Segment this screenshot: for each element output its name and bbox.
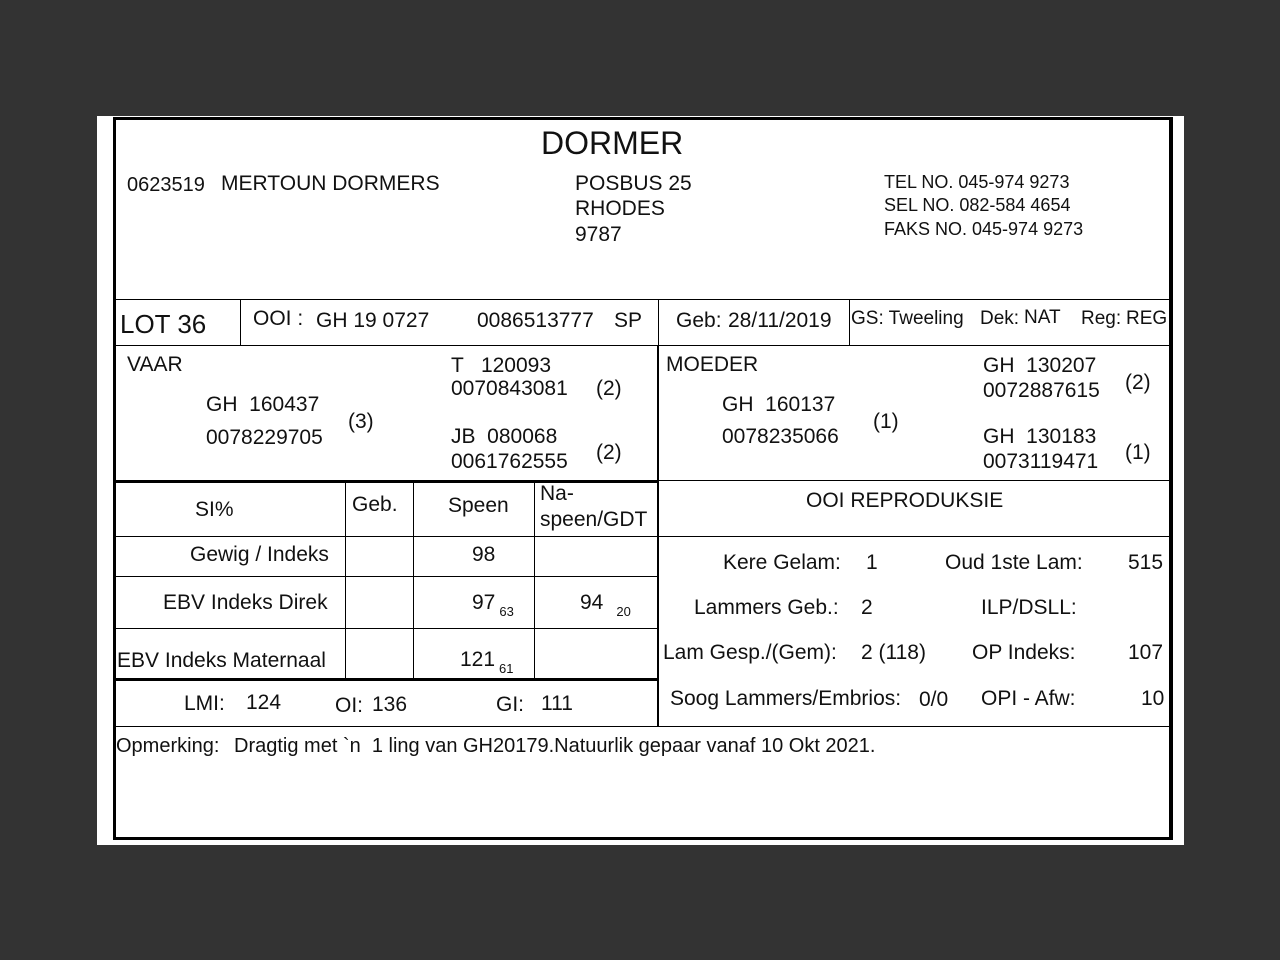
divider (658, 299, 659, 345)
divider (114, 678, 659, 681)
divider (114, 536, 1172, 537)
dam-sire-id: GH 130207 (983, 354, 1097, 377)
reg-value: REG (1126, 308, 1168, 329)
ebv-direk-naspeen-value: 94 $_{20}$ (580, 591, 631, 619)
divider (413, 483, 414, 679)
dam-label: MOEDER (666, 353, 759, 376)
ilp-label: ILP/DSLL: (981, 596, 1077, 619)
accuracy: 20 (616, 604, 631, 619)
gi-value: 111 (541, 692, 573, 715)
op-value: 107 (1128, 641, 1164, 664)
gesp-label: Lam Gesp./(Gem): (663, 641, 837, 664)
birth-status: GS: Tweeling (851, 308, 964, 329)
gesp-value: 2 (118) (861, 641, 926, 664)
sire-sire-registration: 0070843081 (451, 377, 568, 400)
divider (114, 481, 659, 483)
divider (345, 483, 346, 679)
remark-text: Dragtig met `n 1 ling van GH20179.Natuurlik gepaar vanaf 10 Okt 2021. (234, 735, 876, 757)
breeder-code: 0623519 (127, 174, 205, 196)
ebv-maternaal-speen-value: 121 $_{61}$ (460, 648, 514, 676)
divider (114, 726, 1172, 727)
lot-number: LOT 36 (120, 309, 207, 339)
accuracy: 63 (499, 604, 514, 619)
dek-value: NAT (1024, 307, 1061, 328)
op-label: OP Indeks: (972, 641, 1076, 664)
sire-label: VAAR (127, 353, 183, 376)
col-header-speen: Speen (448, 494, 509, 517)
address-line: 9787 (575, 223, 622, 246)
col-header-naspeen: speen/GDT (540, 508, 648, 531)
divider (534, 483, 535, 679)
oi-value: 136 (372, 693, 408, 716)
row-label-gewig: Gewig / Indeks (190, 543, 329, 566)
sire-dam-generation: (2) (596, 441, 622, 464)
remark-label: Opmerking: (116, 735, 220, 757)
contact-line: FAKS NO. 045-974 9273 (884, 219, 1084, 239)
divider (114, 345, 1172, 346)
col-header-naspeen: Na- (540, 482, 574, 505)
row-label-ebv-direk: EBV Indeks Direk (163, 591, 328, 614)
ewe-label: OOI : (253, 307, 304, 330)
dam-registration: 0078235066 (722, 425, 839, 448)
lammers-value: 2 (861, 596, 873, 619)
sire-dam-registration: 0061762555 (451, 450, 568, 473)
born-date: 28/11/2019 (728, 309, 832, 332)
oi-label: OI: (335, 694, 364, 717)
kere-label: Kere Gelam: (723, 551, 841, 574)
divider (240, 299, 241, 345)
sire-generation: (3) (348, 410, 374, 433)
divider (849, 299, 850, 345)
dam-dam-registration: 0073119471 (983, 450, 1099, 473)
dam-sire-registration: 0072887615 (983, 379, 1100, 402)
kere-value: 1 (866, 551, 878, 574)
col-header-si: SI% (195, 498, 234, 521)
dam-id: GH 160137 (722, 393, 836, 416)
divider (114, 299, 1172, 300)
breeder-name: MERTOUN DORMERS (221, 172, 440, 195)
contact-line: TEL NO. 045-974 9273 (884, 172, 1070, 192)
opi-value: 10 (1141, 687, 1165, 710)
dek-label: Dek: (980, 308, 1020, 329)
row-label-ebv-maternaal: EBV Indeks Maternaal (117, 649, 326, 672)
col-header-geb: Geb. (352, 493, 398, 516)
soog-label: Soog Lammers/Embrios: (670, 687, 902, 710)
breed-title: DORMER (541, 125, 684, 161)
dam-generation: (1) (873, 410, 899, 433)
ewe-id: GH 19 0727 (316, 309, 430, 332)
sire-sire-generation: (2) (596, 377, 622, 400)
ewe-grade: SP (614, 309, 643, 332)
sire-sire-id: T 120093 (451, 354, 552, 377)
contact-line: SEL NO. 082-584 4654 (884, 195, 1071, 215)
dam-sire-generation: (2) (1125, 371, 1151, 394)
soog-value: 0/0 (919, 688, 949, 711)
sire-id: GH 160437 (206, 393, 320, 416)
lmi-label: LMI: (184, 692, 225, 715)
divider (657, 483, 659, 726)
gewig-speen-value: 98 (472, 543, 496, 566)
opi-label: OPI - Afw: (981, 687, 1076, 710)
dam-dam-id: GH 130183 (983, 425, 1097, 448)
sire-registration: 0078229705 (206, 426, 323, 449)
ewe-registration: 0086513777 (477, 309, 594, 332)
oud-value: 515 (1128, 551, 1164, 574)
dam-dam-generation: (1) (1125, 441, 1151, 464)
born-label: Geb: (676, 309, 722, 332)
divider (114, 628, 659, 629)
gi-label: GI: (496, 693, 525, 716)
address-line: RHODES (575, 197, 665, 220)
address-line: POSBUS 25 (575, 172, 692, 195)
divider (114, 576, 659, 577)
reg-label: Reg: (1081, 308, 1122, 329)
sire-dam-id: JB 080068 (451, 425, 558, 448)
ebv-direk-speen-value: 97 $_{63}$ (472, 591, 514, 619)
oud-label: Oud 1ste Lam: (945, 551, 1083, 574)
accuracy: 61 (499, 661, 514, 676)
reproduction-title: OOI REPRODUKSIE (806, 489, 1004, 512)
divider (657, 345, 659, 480)
lammers-label: Lammers Geb.: (694, 596, 839, 619)
lmi-value: 124 (246, 691, 282, 714)
